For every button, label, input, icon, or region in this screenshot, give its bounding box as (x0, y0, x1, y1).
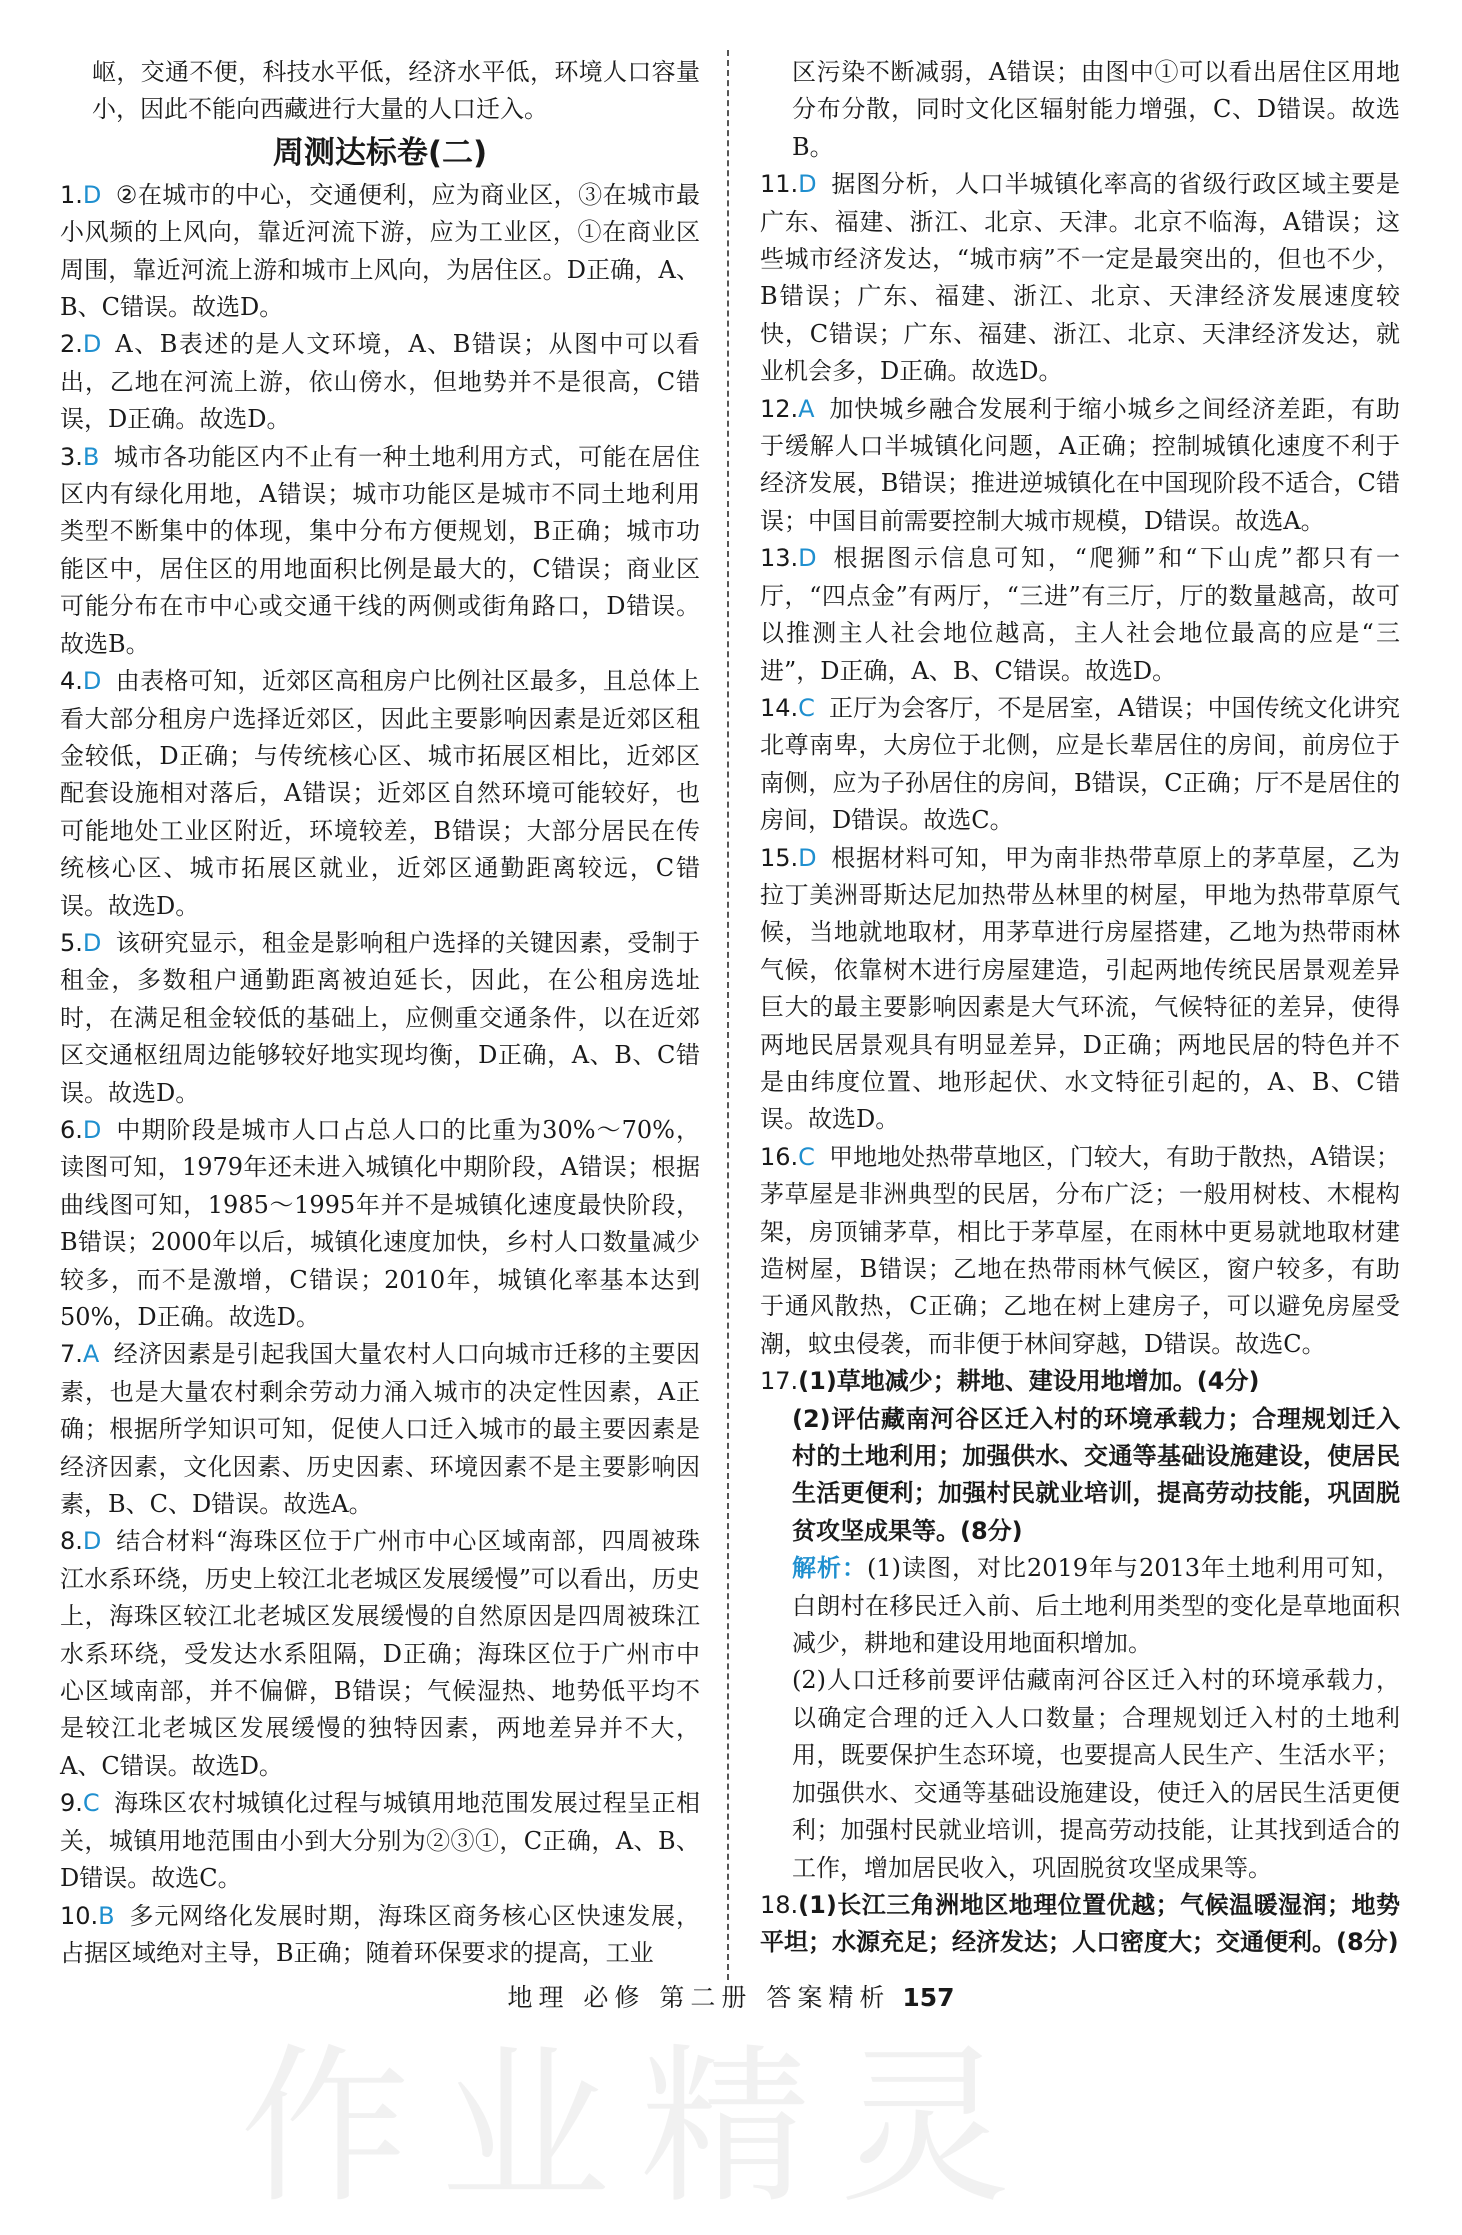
answer-item-11 (760, 166, 1400, 390)
item-number: 17. (760, 1367, 799, 1396)
answer-item-9 (60, 1785, 700, 1897)
answer-letter: C (798, 693, 815, 722)
answer-explanation: ②在城市的中心，交通便利，应为商业区，③在城市最小风频的上风向，靠近河流下游，应为工业区，①在商业区周围，靠近河流上游和城市上风向，为居住区。D正确，A、B、C错误。故选D。 (60, 180, 700, 322)
item-number: 11. (760, 170, 799, 199)
answer-explanation: 海珠区农村城镇化过程与城镇用地范围发展过程呈正相关，城镇用地范围由小到大分别为②③①，C正确，A、B、D错误。故选C。 (60, 1789, 700, 1893)
answer-explanation: 由表格可知，近郊区高租房户比例社区最多，且总体上看大部分租房户选择近郊区，因此主要影响因素是近郊区租金较低，D正确；与传统核心区、城市拓展区相比，近郊区配套设施相对落后，A错误；近郊区自然环境可能较好，也可能地处工业区附近，环境较差，B错误；大部分居民在传统核心区、城市拓展区就业，近郊区通勤距离较远，C错误。故选D。 (60, 667, 700, 920)
analysis-part-2: (2)人口迁移前要评估藏南河谷区迁入村的环境承载力，以确定合理的迁入人口数量；合理规划迁入村的土地利用，既要保护生态环境，也要提高人民生产、生活水平；加强供水、交通等基础设施建设，使迁入的居民生活更便利；加强村民就业培训，提高劳动技能，让其找到适合的工作，增加居民收入，巩固脱贫攻坚成果等。 (792, 1666, 1400, 1882)
answer-explanation: 经济因素是引起我国大量农村人口向城市迁移的主要因素，也是大量农村剩余劳动力涌入城市的决定性因素，A正确；根据所学知识可知，促使人口迁入城市的最主要因素是经济因素，文化因素、历史因素、环境因素不是主要影响因素，B、C、D错误。故选A。 (60, 1340, 700, 1519)
page-number: 157 (902, 1983, 955, 2012)
item-number: 7. (60, 1340, 83, 1369)
watermark: 作业精灵 (240, 2029, 1041, 2227)
answer-explanation: A、B表述的是人文环境，A、B错误；从图中可以看出，乙地在河流上游，依山傍水，但地势并不是很高，C错误，D正确。故选D。 (60, 330, 700, 434)
answer-letter: D (82, 330, 102, 359)
answer-part-1: (1)长江三角洲地区地理位置优越；气候温暖湿润；地势平坦；水源充足；经济发达；人口密度大；交通便利。(8分) (760, 1890, 1400, 1957)
answer-item-15 (760, 840, 1400, 1139)
answer-letter: B (82, 442, 100, 471)
answer-explanation: 该研究显示，租金是影响租户选择的关键因素，受制于租金，多数租户通勤距离被迫延长，因此，在公租房选址时，在满足租金较低的基础上，应侧重交通条件，以在近郊区交通枢纽周边能够较好地实现均衡，D正确，A、B、C错误。故选D。 (60, 928, 700, 1107)
answer-letter: D (82, 1115, 102, 1144)
answer-explanation: 中期阶段是城市人口占总人口的比重为30%～70%，读图可知，1979年还未进入城镇化中期阶段，A错误；根据曲线图可知，1985～1995年并不是城镇化速度最快阶段，B错误；2000年以后，城镇化速度加快，乡村人口数量减少较多，而不是激增，C错误；2010年，城镇化率基本达到50%，D正确。故选D。 (60, 1115, 700, 1331)
page-title: 周测达标卷(二) (272, 134, 488, 171)
item-number: 15. (760, 843, 799, 872)
footer-text: 地理 必修 第二册 答案精析 (507, 1983, 891, 2012)
answer-letter: C (82, 1789, 100, 1818)
analysis-part-1 (760, 1550, 1400, 1662)
right-column (760, 54, 1400, 1962)
answer-item-5 (60, 925, 700, 1112)
answer-letter: A (82, 1340, 100, 1369)
answer-letter: D (82, 1527, 102, 1556)
column-divider (727, 50, 729, 1980)
analysis-label: 解析： (792, 1554, 867, 1583)
analysis-text-1: (1)读图，对比2019年与2013年土地利用可知，白朗村在移民迁入前、后土地利用类型的变化是草地面积减少，耕地和建设用地面积增加。 (792, 1554, 1401, 1658)
item-number: 8. (60, 1527, 83, 1556)
answer-item-7 (60, 1336, 700, 1523)
answer-item-1 (60, 177, 700, 327)
item-number: 13. (760, 544, 799, 573)
answer-explanation: 加快城乡融合发展利于缩小城乡之间经济差距，有助于缓解人口半城镇化问题，A正确；控制城镇化速度不利于经济发展，B错误；推进逆城镇化在中国现阶段不适合，C错误；中国目前需要控制大城市规模，D错误。故选A。 (760, 394, 1400, 535)
answer-item-12 (760, 391, 1400, 541)
item-number: 5. (60, 928, 83, 957)
intro-paragraph: 岖，交通不便，科技水平低，经济水平低，环境人口容量小，因此不能向西藏进行大量的人口迁入。 (92, 58, 700, 124)
answer-letter: D (798, 843, 817, 872)
answer-letter: D (82, 928, 102, 957)
answer-item-3 (60, 439, 700, 663)
answer-part-2: (2)评估藏南河谷区迁入村的环境承载力；合理规划迁入村的土地利用；加强供水、交通等基础设施建设，使居民生活更便利；加强村民就业培训，提高劳动技能，巩固脱贫攻坚成果等。(8分) (792, 1404, 1400, 1545)
answer-part-1: (1)草地减少；耕地、建设用地增加。(4分) (798, 1367, 1260, 1396)
answer-letter: B (98, 1901, 115, 1930)
answer-explanation: 根据材料可知，甲为南非热带草原上的茅草屋，乙为拉丁美洲哥斯达尼加热带丛林里的树屋，甲地为热带草原气候，当地就地取材，用茅草进行房屋搭建，乙地为热带雨林气候，依靠树木进行房屋建造，引起两地传统民居景观差异巨大的最主要影响因素是大气环流，气候特征的差异，使得两地民居景观具有明显差异，D正确；两地民居的特色并不是由纬度位置、地形起伏、水文特征引起的，A、B、C错误。故选D。 (760, 843, 1400, 1134)
item-number: 2. (60, 330, 83, 359)
item-number: 18. (760, 1890, 799, 1919)
item-number: 1. (60, 180, 83, 209)
left-column (60, 54, 700, 1972)
answer-item-16 (760, 1139, 1400, 1363)
item-number: 9. (60, 1789, 83, 1818)
page-footer (0, 1978, 1462, 2014)
answer-letter: A (798, 394, 815, 423)
answer-letter: D (798, 544, 817, 573)
answer-item-14 (760, 690, 1400, 840)
answer-explanation: 多元网络化发展时期，海珠区商务核心区快速发展，占据区域绝对主导，B正确；随着环保要求的提高，工业 (60, 1901, 700, 1967)
answer-letter: D (798, 170, 817, 199)
item-number: 10. (60, 1901, 99, 1930)
answer-item-18 (760, 1887, 1400, 1962)
answer-explanation: 结合材料“海珠区位于广州市中心区域南部，四周被珠江水系环绕，历史上较江北老城区发展缓慢”可以看出，历史上，海珠区较江北老城区发展缓慢的自然原因是四周被珠江水系环绕，受发达水系阻隔，D正确；海珠区位于广州市中心区域南部，并不偏僻，B错误；气候湿热、地势低平均不是较江北老城区发展缓慢的独特因素，两地差异并不大，A、C错误。故选D。 (60, 1527, 700, 1780)
answer-letter: C (798, 1142, 815, 1171)
answer-letter: D (82, 667, 102, 696)
answer-item-8 (60, 1523, 700, 1785)
item-number: 12. (760, 394, 799, 423)
item-number: 14. (760, 693, 799, 722)
item-number: 16. (760, 1142, 799, 1171)
answer-explanation: 正厅为会客厅，不是居室，A错误；中国传统文化讲究北尊南卑，大房位于北侧，应是长辈居住的房间，前房位于南侧，应为子孙居住的房间，B错误，C正确；厅不是居住的房间，D错误。故选C。 (760, 693, 1400, 835)
answer-letter: D (82, 180, 102, 209)
answer-item-2 (60, 326, 700, 438)
item-number: 4. (60, 667, 83, 696)
answer-explanation: 据图分析，人口半城镇化率高的省级行政区域主要是广东、福建、浙江、北京、天津。北京不临海，A错误；这些城市经济发达，“城市病”不一定是最突出的，但也不少，B错误；广东、福建、浙江、北京、天津经济发展速度较快，C错误；广东、福建、浙江、北京、天津经济发达，就业机会多，D正确。故选D。 (760, 170, 1400, 386)
answer-item-17 (760, 1363, 1400, 1400)
answer-explanation: 甲地地处热带草地区，门较大，有助于散热，A错误；茅草屋是非洲典型的民居，分布广泛；一般用树枝、木棍构架，房顶铺茅草，相比于茅草屋，在雨林中更易就地取材建造树屋，B错误；乙地在热带雨林气候区，窗户较多，有助于通风散热，C正确；乙地在树上建房子，可以避免房屋受潮，蚊虫侵袭，而非便于林间穿越，D错误。故选C。 (760, 1142, 1400, 1358)
answer-item-10 (60, 1898, 700, 1973)
answer-item-6 (60, 1112, 700, 1336)
answer-item-13 (760, 540, 1400, 690)
answer-explanation: 城市各功能区内不止有一种土地利用方式，可能在居住区内有绿化用地，A错误；城市功能区是城市不同土地利用类型不断集中的体现，集中分布方便规划，B正确；城市功能区中，居住区的用地面积比例是最大的，C错误；商业区可能分布在市中心或交通干线的两侧或街角路口，D错误。故选B。 (60, 442, 700, 658)
answer-explanation: 根据图示信息可知，“爬狮”和“下山虎”都只有一厅，“四点金”有两厅，“三进”有三厅，厅的数量越高，故可以推测主人社会地位越高，主人社会地位最高的应是“三进”，D正确，A、B、C错误。故选D。 (760, 544, 1400, 685)
item-number: 6. (60, 1115, 83, 1144)
continued-paragraph: 区污染不断减弱，A错误；由图中①可以看出居住区用地分布分散，同时文化区辐射能力增强，C、D错误。故选B。 (792, 58, 1400, 161)
answer-item-4 (60, 663, 700, 925)
item-number: 3. (60, 442, 83, 471)
